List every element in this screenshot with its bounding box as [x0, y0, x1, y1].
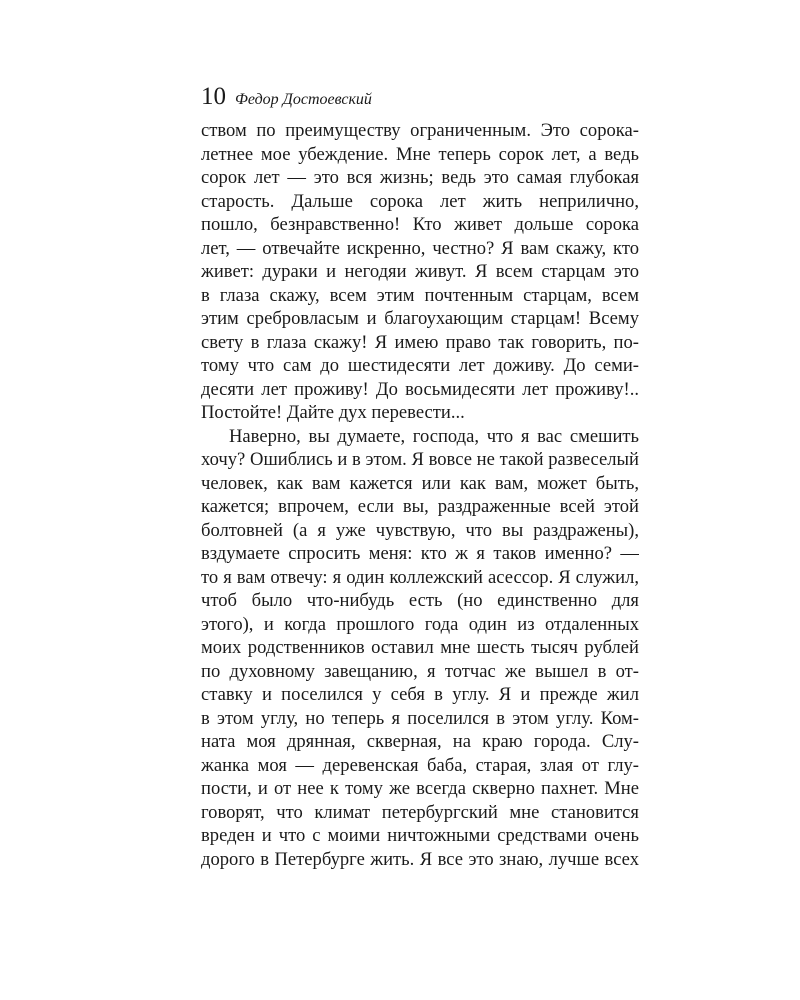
text-line: этим сребровласым и благоухающим старцам! Всему: [201, 308, 639, 329]
text-line: живет: дураки и негодяи живут. Я всем старцам это: [201, 261, 639, 282]
text-line: хочу? Ошиблись и в этом. Я вовсе не такой развеселый: [201, 449, 639, 470]
text-line: человек, как вам кажется или как вам, может быть,: [201, 472, 639, 494]
text-line: чтоб было что-нибудь есть (но единственно для: [201, 590, 639, 611]
text-line: Наверно, вы думаете, господа, что я вас смешить: [229, 425, 639, 447]
text-line: пошло, безнравственно! Кто живет дольше сорока: [201, 214, 639, 235]
text-line: кажется; впрочем, если вы, раздраженные всей этой: [201, 496, 639, 517]
page-header: [201, 80, 372, 114]
page-number: 10: [201, 83, 226, 110]
text-line: старость. Дальше сорока лет жить неприлично,: [201, 190, 639, 212]
text-line: тому что сам до шестидесяти лет доживу. До семи-: [201, 355, 639, 376]
text-line: по духовному завещанию, я тотчас же вышел в от-: [201, 660, 639, 682]
text-line: моих родственников оставил мне шесть тысяч рублей: [201, 637, 639, 658]
body-text: [201, 119, 639, 871]
text-line: пости, и от нее к тому же всегда скверно пахнет. Мне: [201, 778, 639, 799]
text-line: то я вам отвечу: я один коллежский асессор. Я служил,: [201, 566, 639, 588]
text-line: Постойте! Дайте дух перевести...: [201, 402, 465, 423]
text-line: этого), и когда прошлого года один из отдаленных: [201, 613, 639, 635]
text-line: в этом углу, но теперь я поселился в этом углу. Ком-: [201, 707, 639, 729]
text-line: вздумаете спросить меня: кто ж я таков именно? —: [201, 543, 639, 564]
text-line: десяти лет проживу! До восьмидесяти лет проживу!..: [201, 378, 639, 400]
text-line: ставку и поселился у себя в углу. Я и прежде жил: [201, 684, 639, 705]
text-line: жанка моя — деревенская баба, старая, злая от глу-: [201, 754, 639, 776]
text-line: дорого в Петербурге жить. Я все это знаю, лучше всех: [201, 848, 639, 870]
text-line: летнее мое убеждение. Мне теперь сорок лет, а ведь: [201, 143, 639, 165]
text-line: сорок лет — это вся жизнь; ведь это самая глубокая: [201, 167, 639, 188]
text-line: ством по преимуществу ограниченным. Это сорока-: [201, 120, 639, 141]
text-line: свету в глаза скажу! Я имею право так говорить, по-: [201, 331, 639, 353]
text-line: говорят, что климат петербургский мне становится: [201, 801, 639, 823]
text-line: вреден и что с моими ничтожными средствами очень: [201, 825, 639, 846]
text-line: в глаза скажу, всем этим почтенным старцам, всем: [201, 284, 639, 306]
running-title: Федор Достоевский: [235, 91, 372, 108]
text-line: болтовней (а я уже чувствую, что вы раздражены),: [201, 519, 639, 541]
text-line: лет, — отвечайте искренно, честно? Я вам скажу, кто: [201, 237, 639, 259]
text-line: ната моя дрянная, скверная, на краю города. Слу-: [201, 731, 639, 752]
